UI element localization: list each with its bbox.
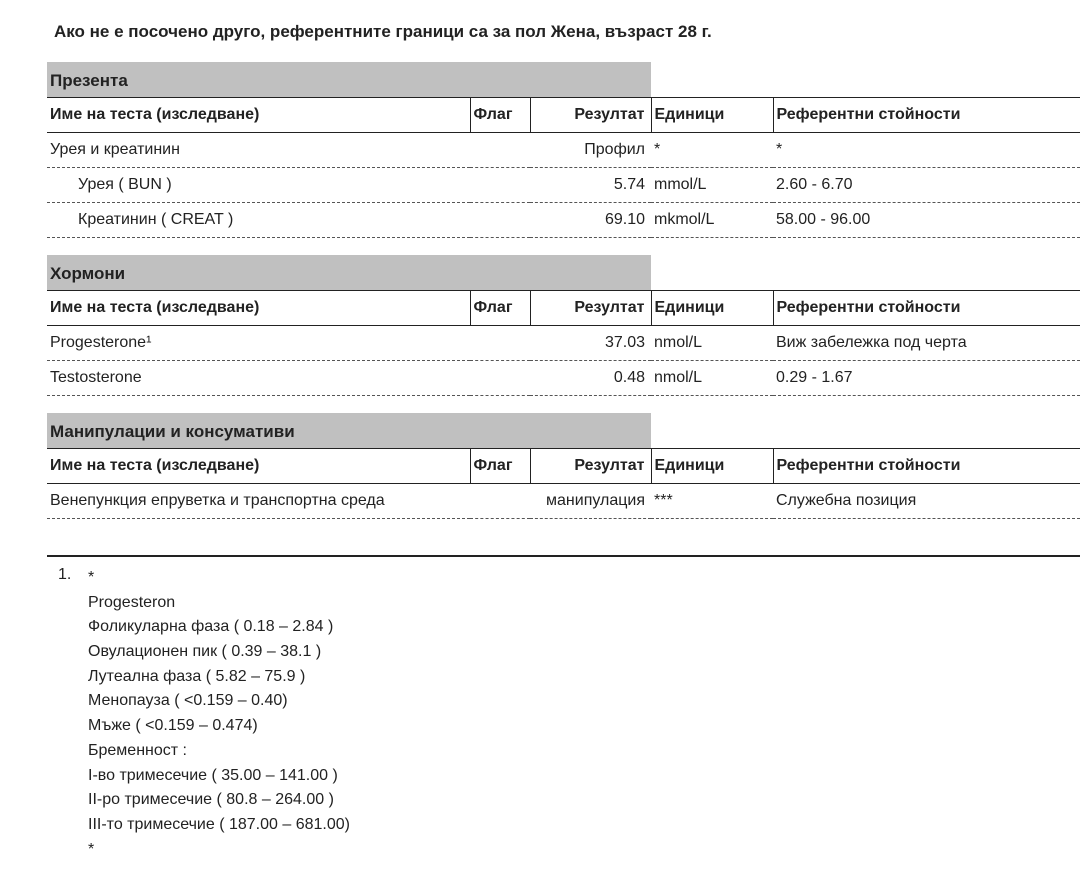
test-name: Testosterone [47, 361, 470, 396]
table-row [47, 203, 1080, 238]
test-result: 69.10 [530, 203, 651, 238]
test-result: манипулация [530, 484, 651, 519]
header-flag: Флаг [470, 98, 530, 133]
header-result: Резултат [530, 291, 651, 326]
test-name: Progesterone¹ [47, 326, 470, 361]
table-row [47, 361, 1080, 396]
footnote-line: Мъже ( <0.159 – 0.474) [88, 717, 258, 735]
test-units: nmol/L [651, 326, 773, 361]
test-reference: Виж забележка под черта [773, 326, 1080, 361]
section-hormones [47, 255, 1080, 396]
header-reference: Референтни стойности [773, 449, 1080, 484]
footnote-line: I-во тримесечие ( 35.00 – 141.00 ) [88, 766, 338, 784]
footnote-line: Овулационен пик ( 0.39 – 38.1 ) [88, 643, 322, 661]
footnote-line: II-ро тримесечие ( 80.8 – 264.00 ) [88, 791, 334, 809]
footnote-line: Progesteron [88, 593, 176, 611]
test-name: Венепункция епруветка и транспортна среда [47, 484, 470, 519]
test-units: nmol/L [651, 361, 773, 396]
table-header-row [47, 291, 1080, 326]
header-reference: Референтни стойности [773, 291, 1080, 326]
footnote-line: * [88, 840, 95, 858]
header-name: Име на теста (изследване) [47, 291, 470, 326]
test-reference: 0.29 - 1.67 [773, 361, 1080, 396]
footnote-line: Бременност : [88, 741, 187, 759]
table-row [47, 133, 1080, 168]
test-flag [470, 484, 530, 519]
test-result: Профил [530, 133, 651, 168]
test-units: * [651, 133, 773, 168]
test-flag [470, 361, 530, 396]
footnote-line: Менопауза ( <0.159 – 0.40) [88, 692, 288, 710]
test-units: *** [651, 484, 773, 519]
section-title: Хормони [47, 255, 651, 290]
header-flag: Флаг [470, 291, 530, 326]
footnote-line: Фоликуларна фаза ( 0.18 – 2.84 ) [88, 618, 334, 636]
test-result: 37.03 [530, 326, 651, 361]
report-intro: Ако не е посочено друго, референтните граници са за пол Жена, възраст 28 г. [54, 22, 712, 41]
header-units: Единици [651, 449, 773, 484]
test-name: Урея и креатинин [47, 133, 470, 168]
header-name: Име на теста (изследване) [47, 98, 470, 133]
header-name: Име на теста (изследване) [47, 449, 470, 484]
footnote-number: 1. [58, 566, 72, 583]
results-table [47, 290, 1080, 396]
results-table [47, 97, 1080, 238]
footnote-line: III-то тримесечие ( 187.00 – 681.00) [88, 815, 350, 833]
test-units: mmol/L [651, 168, 773, 203]
table-row [47, 168, 1080, 203]
header-flag: Флаг [470, 449, 530, 484]
section-title: Презента [47, 62, 651, 97]
test-flag [470, 168, 530, 203]
test-reference: 2.60 - 6.70 [773, 168, 1080, 203]
footnote-line: Лутеална фаза ( 5.82 – 75.9 ) [88, 667, 306, 685]
table-row [47, 326, 1080, 361]
test-result: 5.74 [530, 168, 651, 203]
test-flag [470, 203, 530, 238]
header-result: Резултат [530, 98, 651, 133]
test-reference: Служебна позиция [773, 484, 1080, 519]
test-reference: 58.00 - 96.00 [773, 203, 1080, 238]
test-result: 0.48 [530, 361, 651, 396]
header-reference: Референтни стойности [773, 98, 1080, 133]
footnote-text [88, 566, 350, 862]
footnotes [58, 566, 350, 862]
table-header-row [47, 449, 1080, 484]
test-flag [470, 326, 530, 361]
header-units: Единици [651, 291, 773, 326]
section-manipulations [47, 413, 1080, 519]
footnote-line: * [88, 569, 95, 586]
section-title: Манипулации и консумативи [47, 413, 651, 448]
header-result: Резултат [530, 449, 651, 484]
test-name: Урея ( BUN ) [47, 168, 470, 203]
results-table [47, 448, 1080, 519]
test-name: Креатинин ( CREAT ) [47, 203, 470, 238]
header-units: Единици [651, 98, 773, 133]
table-header-row [47, 98, 1080, 133]
table-row [47, 484, 1080, 519]
test-reference: * [773, 133, 1080, 168]
test-flag [470, 133, 530, 168]
test-units: mkmol/L [651, 203, 773, 238]
section-presenta [47, 62, 1080, 238]
footnote-divider [47, 555, 1080, 557]
